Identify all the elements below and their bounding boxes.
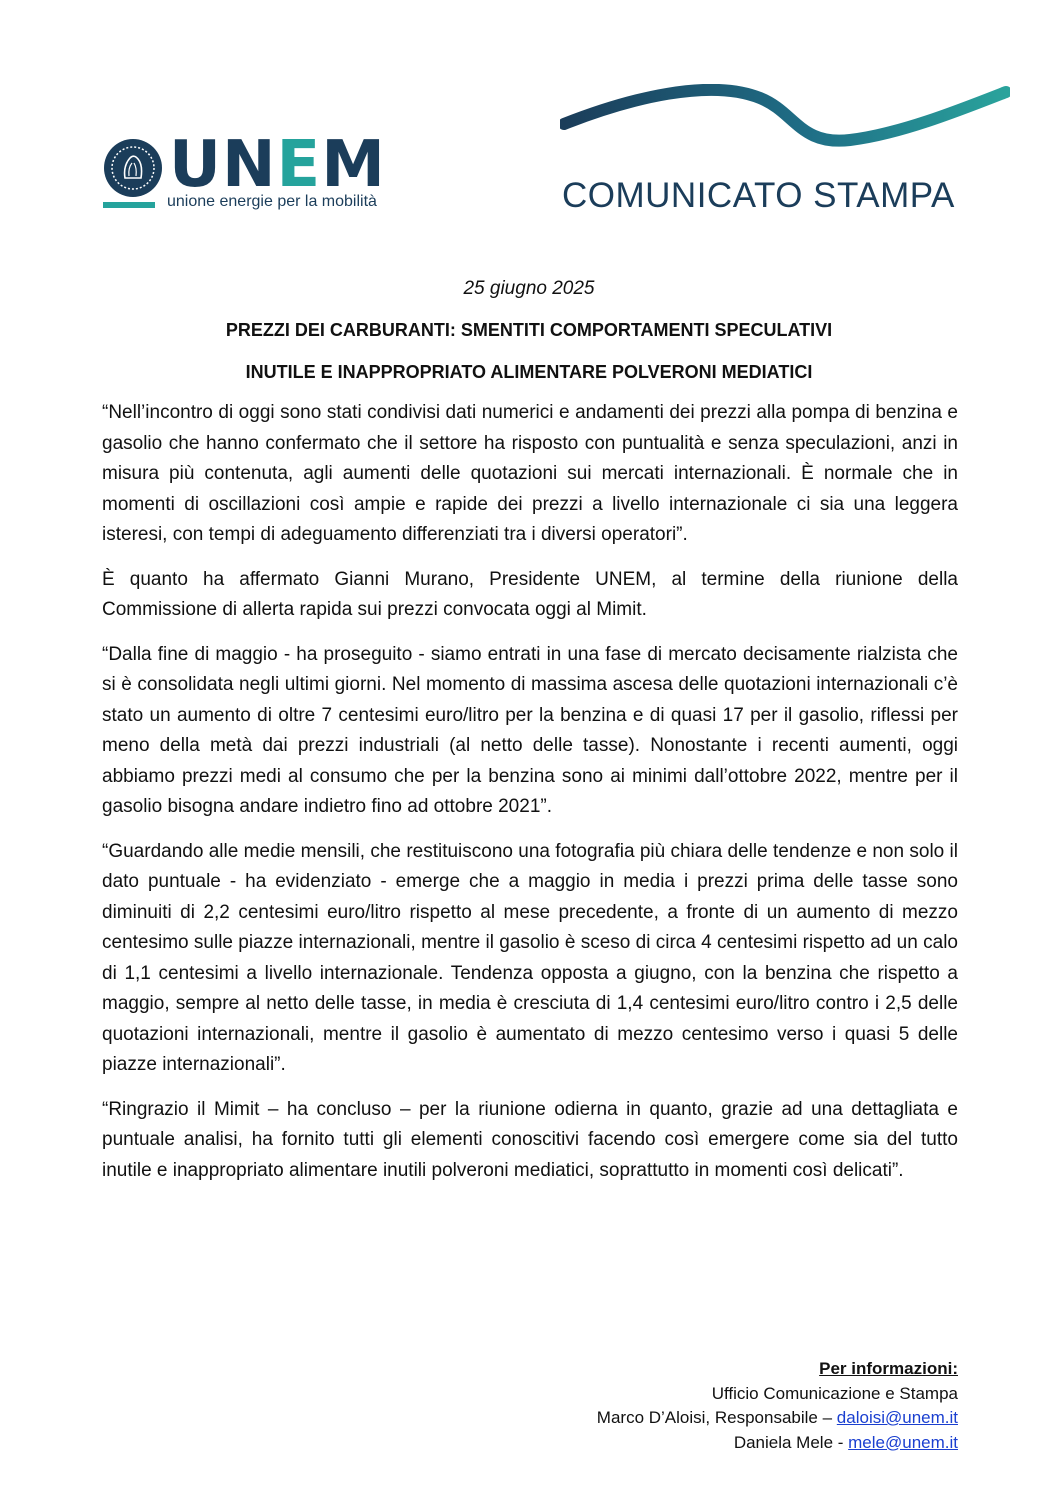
unem-wordmark: UNEM [169,128,386,202]
contact-person-1-name: Marco D’Aloisi, Responsabile – [596,1408,837,1427]
paragraph: È quanto ha affermato Gianni Murano, Presidente UNEM, al termine della riunione della Commissione di allerta rapida sui prezzi convocata oggi al Mimit. [102,568,958,620]
unem-logo [103,128,393,216]
paragraph: “Ringrazio il Mimit – ha concluso – per la riunione odierna in quanto, grazie ad una dettagliata e puntuale analisi, ha fornito tutti gli elementi conoscitivi facendo così emergere come sia del tutto inutile e inappropriato alimentare inutili polveroni mediatici, soprattutto in momenti così delicati”. [102,1098,958,1181]
logo-accent-bar [103,202,155,208]
headline-primary: PREZZI DEI CARBURANTI: SMENTITI COMPORTAMENTI SPECULATIVI [225,320,833,340]
contact-title: Per informazioni: [819,1359,958,1378]
unem-seal-icon [103,138,163,198]
article-body [102,398,958,1200]
email-link-daloisi[interactable]: daloisi@unem.it [836,1408,958,1427]
headline-secondary: INUTILE E INAPPROPRIATO ALIMENTARE POLVERONI MEDIATICI [245,362,813,382]
paragraph: “Guardando alle medie mensili, che restituiscono una fotografia più chiara delle tendenze e non solo il dato puntuale - ha evidenziato - emerge che a maggio in media i prezzi prima delle tasse sono diminuiti di 2,2 centesimi euro/litro rispetto al mese precedente, a fronte di un aumento di mezzo centesimo sulle piazze internazionali, mentre il gasolio è sceso di circa 4 centesimi rispetto ad un calo di 1,1 centesimi a livello internazionale. Tendenza opposta a giugno, con la benzina che rispetto a maggio, sempre al netto delle tasse, in media è cresciuta di 1,4 centesimi euro/litro contro i 2,5 delle quotazioni internazionali, mentre il gasolio è aumentato di mezzo centesimo verso i quasi 5 delle piazze internazionali”. [102,840,958,1075]
logo-tagline: unione energie per la mobilità [167,193,377,210]
press-release-title: COMUNICATO STAMPA [562,176,955,215]
contact-person-2 [597,1431,958,1456]
contact-person-1 [597,1406,958,1431]
release-date: 25 giugno 2025 [463,278,595,299]
paragraph: “Dalla fine di maggio - ha proseguito - siamo entrati in una fase di mercato decisamente rialzista che si è consolidata negli ultimi giorni. Nel momento di massima ascesa delle quotazioni internazionali c’è stato un aumento di oltre 7 centesimi euro/litro per la benzina e di quasi 17 per il gasolio, riflessi per meno della metà dai prezzi industriali (al netto delle tasse). Nonostante i recenti aumenti, oggi abbiamo prezzi medi al consumo che per la benzina sono ai minimi dall’ottobre 2022, mentre per il gasolio bisogna andare indietro fino ad ottobre 2021”. [102,643,958,817]
email-link-mele[interactable]: mele@unem.it [848,1432,958,1452]
paragraph: “Nell’incontro di oggi sono stati condivisi dati numerici e andamenti dei prezzi alla pompa di benzina e gasolio che hanno confermato che il settore ha risposto con puntualità e senza speculazioni, anzi in misura più contenuta, agli aumenti delle quotazioni sui mercati internazionali. È normale che in momenti di oscillazioni così ampie e rapide dei prezzi a livello internazionale ci sia una leggera isteresi, con tempi di adeguamento differenziati tra i diversi operatori”. [102,402,958,545]
contact-block [597,1357,958,1455]
contact-person-2-name: Daniela Mele - [733,1432,849,1452]
contact-office: Ufficio Comunicazione e Stampa [711,1383,958,1403]
swoosh-graphic [560,84,1010,154]
